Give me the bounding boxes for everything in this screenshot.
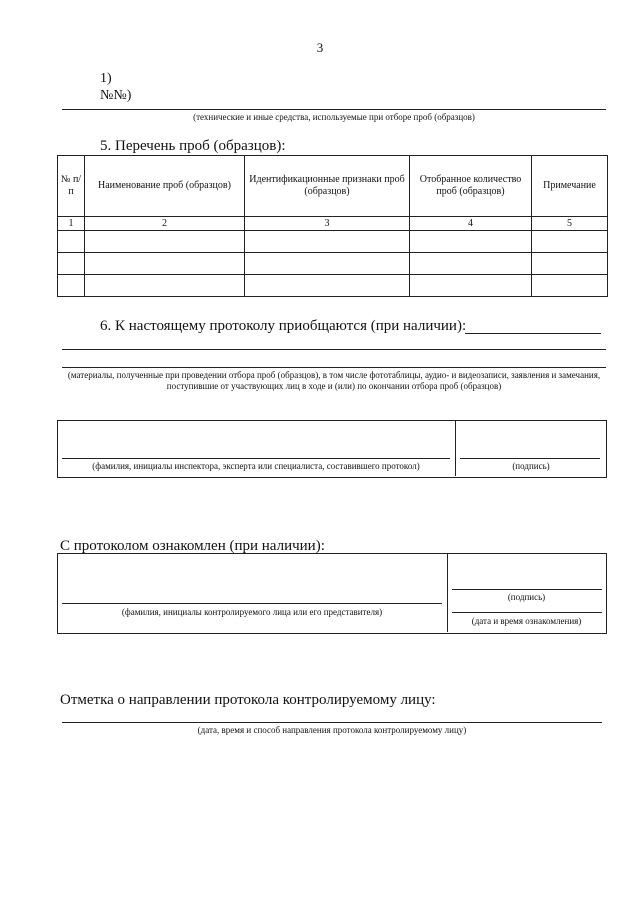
attachments-inline-line[interactable]	[465, 333, 601, 334]
acquainted-signature-caption: (подпись)	[507, 592, 546, 602]
col-header-name: Наименование проб (образцов)	[85, 156, 245, 217]
table-row	[58, 231, 608, 253]
samples-heading: 5. Перечень проб (образцов):	[100, 138, 286, 154]
attachments-line-2[interactable]	[62, 367, 606, 368]
inspector-name-line[interactable]	[62, 458, 450, 459]
col-number-3: 3	[245, 217, 410, 231]
acquainted-date-caption: (дата и время ознакомления)	[471, 616, 582, 626]
table-cell[interactable]	[58, 231, 85, 253]
col-header-features: Идентификационные признаки проб (образцов)	[245, 156, 410, 217]
sending-caption: (дата, время и способ направления протокола контролируемому лицу)	[197, 725, 467, 735]
table-cell[interactable]	[532, 231, 608, 253]
table-cell[interactable]	[532, 275, 608, 297]
item-1-line-1: 1)	[100, 71, 112, 86]
acquainted-signature-line[interactable]	[452, 589, 602, 590]
col-number-5: 5	[532, 217, 608, 231]
table-cell[interactable]	[532, 253, 608, 275]
col-header-number: № п/п	[58, 156, 85, 217]
col-header-note: Примечание	[532, 156, 608, 217]
sending-line[interactable]	[62, 722, 602, 723]
inspector-name-caption: (фамилия, инициалы инспектора, эксперта или специалиста, составившего протокол)	[92, 461, 420, 471]
col-number-2: 2	[85, 217, 245, 231]
table-row	[58, 253, 608, 275]
sending-heading: Отметка о направлении протокола контролируемому лицу:	[60, 692, 436, 708]
table-cell[interactable]	[410, 253, 532, 275]
col-number-4: 4	[410, 217, 532, 231]
acquainted-date-line[interactable]	[452, 612, 602, 613]
table-cell[interactable]	[85, 253, 245, 275]
table-cell[interactable]	[410, 231, 532, 253]
acquainted-heading: С протоколом ознакомлен (при наличии):	[60, 538, 325, 554]
item-1-line-2: №№)	[100, 88, 132, 103]
table-cell[interactable]	[410, 275, 532, 297]
tech-means-caption: (технические и иные средства, используемые при отборе проб (образцов)	[193, 112, 475, 122]
item-1	[100, 70, 131, 104]
col-header-quantity: Отобранное количество проб (образцов)	[410, 156, 532, 217]
col-number-1: 1	[58, 217, 85, 231]
attachments-line-1[interactable]	[62, 349, 606, 350]
samples-table	[57, 155, 608, 297]
inspector-signature-caption: (подпись)	[512, 461, 550, 471]
inspector-signature-line[interactable]	[460, 458, 600, 459]
attachments-caption: (материалы, полученные при проведении отбора проб (образцов), в том числе фототаблицы, аудио- и видеозаписи, заявления и замечания, поступившие от участвующих лиц в ходе и (или) по окончании отбора проб (образцов)	[67, 370, 601, 391]
table-cell[interactable]	[85, 275, 245, 297]
table-row	[58, 275, 608, 297]
table-cell[interactable]	[85, 231, 245, 253]
page-number: 3	[316, 40, 324, 55]
acquainted-name-line[interactable]	[62, 603, 442, 604]
table-cell[interactable]	[58, 275, 85, 297]
tech-means-line	[62, 109, 606, 110]
samples-header-row	[58, 156, 608, 217]
table-cell[interactable]	[58, 253, 85, 275]
attachments-heading: 6. К настоящему протоколу приобщаются (при наличии):	[100, 318, 467, 334]
table-cell[interactable]	[245, 253, 410, 275]
table-cell[interactable]	[245, 231, 410, 253]
table-cell[interactable]	[245, 275, 410, 297]
samples-number-row	[58, 217, 608, 231]
acquainted-name-caption: (фамилия, инициалы контролируемого лица или его представителя)	[121, 607, 383, 617]
